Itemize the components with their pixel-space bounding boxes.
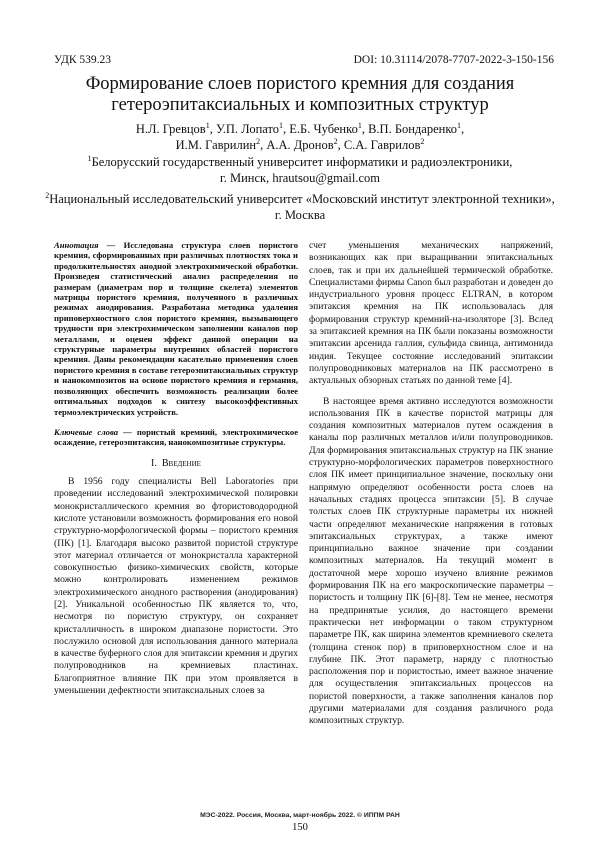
section-number: I. — [151, 457, 157, 469]
affiliation-mark: 2 — [45, 190, 50, 200]
keywords-text: — пористый кремний, электрохимическое осаждение, гетероэпитаксия, нанокомпозитные структуры. — [54, 426, 299, 448]
author-affiliation-mark: 1 — [205, 120, 210, 130]
author-affiliation-mark: 2 — [256, 136, 261, 146]
affiliation-1-line-1: Белорусский государственный университет информатики и радиоэлектроники, — [91, 155, 513, 169]
keywords — [54, 427, 298, 448]
affiliation-2-line-2: г. Москва — [274, 208, 326, 222]
abstract-text: Исследована структура слоев пористого кремния, сформированных при различных плотностях тока и продолжительностях анодной электрохимической обработки. Произведен статистический анализ распределения по размерам (диаметрам пор и толщине скелета) элементов матрицы пористого кремния, полученного в различных режимах анодирования. Разработана методика удаления приповерхностного слоя пористого кремния, вызывающего трудности при электрохимическом заполнении каналов пор металлами, и оценен эффект данной операции на структурные параметры внутренних областей пористого кремния. Даны рекомендации касательно применения слоев пористого кремния в составе гетероэпитаксиальных структур и нанокомпозитов на основе пористого кремния и германия, позволяющих обеспечить возможность реализации более оптимальных подходов к синтезу высокоэффективных термоэлектрических устройств. — [54, 240, 299, 417]
affiliation-mark: 1 — [87, 153, 92, 163]
author-list — [40, 121, 560, 153]
author-affiliation-mark: 2 — [420, 136, 425, 146]
abstract-label: Аннотация — — [54, 240, 116, 250]
udk-code: УДК 539.23 — [54, 54, 111, 66]
author-affiliation-mark: 1 — [457, 120, 462, 130]
author-name: Е.Б. Чубенко — [289, 122, 358, 136]
author-name: И.М. Гаврилин — [175, 138, 257, 152]
abstract — [54, 240, 298, 417]
authors-line-2: И.М. Гаврилин$^2$, А.А. Дронов$^2$, С.А. Гаврилов$^2$ — [175, 136, 425, 152]
body-paragraph-1-continued: счет уменьшения механических напряжений, возникающих как при выращивании эпитаксиальных слоев, так и при их дальнейшей термической обработке. Специалистами фирмы Canon был разработан и доведен до индустриального уровня процесс ELTRAN, в котором эпитаксия кремния на ПК использовалась для формирования структур кремний-на-изоляторе [3]. Вслед за эпитаксией кремния на ПК были показаны возможности эпитаксии арсенида галлия, сульфида свинца, антимонида индия. Текущее состояние исследований эпитаксии полупроводниковых материалов на ПК рассмотрено в актуальных обзорных статьях по данной теме [4]. — [309, 240, 553, 387]
title-line-1: Формирование слоев пористого кремния для создания — [85, 74, 515, 94]
author-name: У.П. Лопато — [215, 122, 280, 136]
title-line-2: гетероэпитаксиальных и композитных структур — [111, 95, 489, 115]
author-affiliation-mark: 1 — [357, 120, 362, 130]
author-name: С.А. Гаврилов — [343, 138, 421, 152]
section-title: Введение — [161, 457, 201, 469]
author-affiliation-mark: 2 — [333, 136, 338, 146]
right-column — [309, 240, 553, 728]
page-number: 150 — [292, 822, 308, 833]
affiliation-2 — [40, 191, 560, 223]
author-name: А.А. Дронов — [266, 138, 334, 152]
doi-code: DOI: 10.31114/2078-7707-2022-3-150-156 — [353, 54, 554, 66]
author-name: В.П. Бондаренко — [368, 122, 458, 136]
left-column — [54, 240, 298, 697]
authors-line-1: Н.Л. Гревцов$^1$, У.П. Лопато$^1$, Е.Б. Чубенко$^1$, В.П. Бондаренко$^1$, — [135, 120, 465, 136]
affiliation-1-line-2: г. Минск, hrautsou@gmail.com — [219, 171, 380, 185]
affiliation-1 — [40, 154, 560, 186]
affiliation-2-line-1: Национальный исследовательский университет «Московский институт электронной техники», — [49, 192, 555, 206]
conference-footer: МЭС-2022. Россия, Москва, март-ноябрь 2022. © ИППМ РАН — [200, 812, 400, 819]
author-name: Н.Л. Гревцов — [135, 122, 206, 136]
body-paragraph-2: В настоящее время активно исследуются возможности использования ПК в качестве пористой матрицы для создания композитных материалов путем осаждения в каналы пор различных металлов и/или полупроводников. Для формирования эпитаксиальных структур на ПК знание структурно-морфологических параметров поверхностного слоя ПК имеет принципиальное значение, поскольку они напрямую определяют особенности роста слоев на начальных стадиях процесса эпитаксии [5]. В случае толстых слоев ПК структурные параметры их нижней части определяют механические напряжения в готовых эпитаксиальных структурах, а также имеют принципиально важное значение при создании композитных материалов. На текущий момент в достаточной мере хорошо изучено влияние режимов формирования ПК на его макроскопические параметры – пористость и толщину ПК [6]-[8]. Тем не менее, несмотря на предпринятые усилия, до настоящего времени практически нет информации о таком структурном параметре ПК, как ширина элементов кремниевого скелета (толщина стенок пор) в приповерхностном слое и на глубине ПК. Этот параметр, наряду с плотностью расположения пор и пористостью, имеет важное значение для осуществления эпитаксиальных процессов на пористой поверхности, а также заполнения каналов пор другими материалами для создания различного рода композитных структур. — [309, 395, 553, 727]
body-paragraph-1: В 1956 году специалисты Bell Laboratories при проведении исследований электрохимической полировки монокристаллического кремния во фтористоводородной кислоте установили возможность формирования его новой структурно-морфологической формы – пористого кремния (ПК) [1]. Благодаря высоко развитой пористой структуре этот материал отличается от монокристалла характерной совокупностью физико-химических свойств, которые можно контролировать изменением режимов электрохимического анодного растворения (анодирования) [2]. Уникальной особенностью ПК является то, что, несмотря по пористую структуру, он сохраняет кристалличность в широком диапазоне пористости. Это послужило основой для использования данного материала в качестве буферного слоя для эпитаксии кремния и других полупроводников на кремниевых пластинах. Благоприятное влияние ПК при этом проявляется в уменьшении дефектности эпитаксиальных слоев за — [54, 476, 298, 697]
author-affiliation-mark: 1 — [279, 120, 284, 130]
paper-title — [40, 74, 560, 116]
keywords-label: Ключевые слова — [54, 426, 119, 437]
section-heading — [54, 458, 298, 470]
